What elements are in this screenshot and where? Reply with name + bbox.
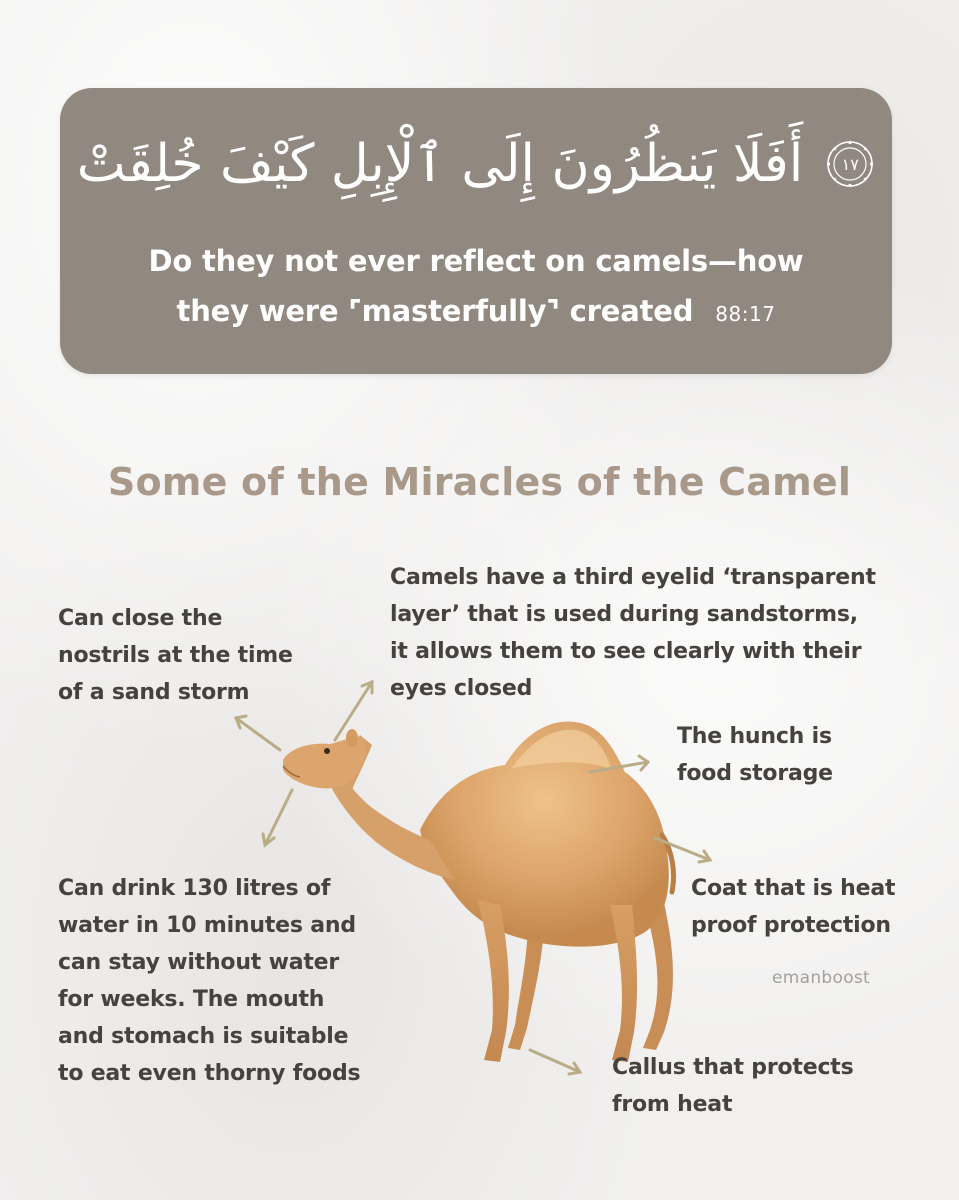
annotation-eyelid [390, 559, 876, 707]
annotation-line: water in 10 minutes and [58, 913, 356, 938]
page-title: Some of the Miracles of the Camel [107, 460, 852, 504]
annotation-line: Can drink 130 litres of [58, 876, 331, 901]
annotation-line: for weeks. The mouth [58, 987, 325, 1012]
annotation-coat [691, 870, 895, 944]
annotation-line: Can close the [58, 606, 223, 631]
arabic-verse: أَفَلَا يَنظُرُونَ إِلَى ٱلْإِبِلِ كَيْفَ خُلِقَتْ [76, 134, 804, 194]
translation-line-2-text: they were ⌜masterfully⌝ created [176, 294, 694, 328]
annotation-callus [612, 1049, 854, 1123]
annotation-line: eyes closed [390, 676, 533, 701]
verse-reference: 88:17 [715, 302, 776, 326]
annotation-line: layer’ that is used during sandstorms, [390, 602, 858, 627]
annotation-line: and stomach is suitable [58, 1024, 349, 1049]
watermark: emanboost [772, 968, 871, 988]
annotation-line: The hunch is [677, 724, 832, 749]
annotation-line: Coat that is heat [691, 876, 896, 901]
annotation-line: Camels have a third eyelid ‘transparent [390, 565, 876, 590]
ayah-number: ١٧ [841, 154, 859, 174]
annotation-line: from heat [612, 1092, 733, 1117]
annotation-line: to eat even thorny foods [58, 1061, 361, 1086]
annotation-nostrils [58, 600, 293, 711]
annotation-line: of a sand storm [58, 680, 250, 705]
annotation-water [58, 870, 360, 1092]
annotation-hump [677, 718, 833, 792]
annotation-line: food storage [677, 761, 833, 786]
annotation-line: Callus that protects [612, 1055, 854, 1080]
translation-line-1: Do they not ever reflect on camels—how [148, 244, 804, 278]
annotation-line: nostrils at the time [58, 643, 293, 668]
annotation-line: proof protection [691, 913, 891, 938]
annotation-line: it allows them to see clearly with their [390, 639, 862, 664]
annotation-line: can stay without water [58, 950, 340, 975]
